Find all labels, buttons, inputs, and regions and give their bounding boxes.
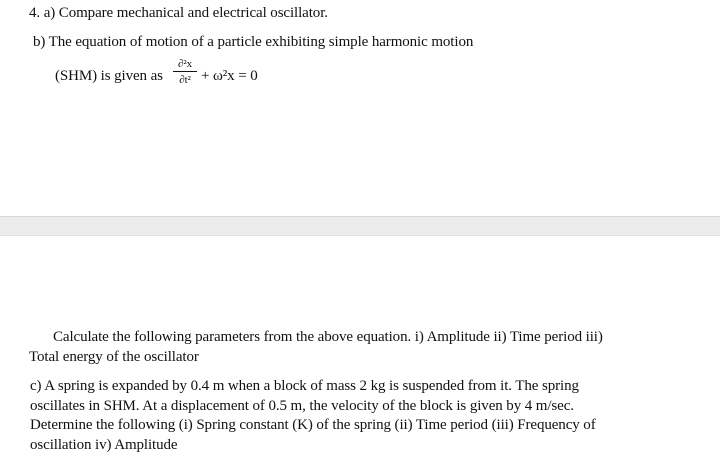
fraction-denominator: ∂t² — [179, 74, 191, 86]
calculate-parameters-line-1: Calculate the following parameters from the above equation. i) Amplitude ii) Time period iii) — [53, 329, 603, 345]
page-divider — [0, 216, 720, 236]
second-derivative-fraction — [172, 58, 198, 86]
fraction-bar — [173, 71, 197, 72]
shm-equation-rest: + ω²x = 0 — [201, 68, 258, 84]
fraction-numerator: ∂²x — [178, 58, 192, 70]
question-4a-text: 4. a) Compare mechanical and electrical oscillator. — [29, 5, 328, 21]
question-4c-line: oscillates in SHM. At a displacement of 0.5 m, the velocity of the block is given by 4 m/sec. — [30, 398, 574, 414]
calculate-parameters-line-2: Total energy of the oscillator — [29, 349, 199, 365]
question-4c-line: c) A spring is expanded by 0.4 m when a block of mass 2 kg is suspended from it. The spring — [30, 378, 579, 394]
question-4c-line: oscillation iv) Amplitude — [30, 437, 178, 453]
question-4c-line: Determine the following (i) Spring constant (K) of the spring (ii) Time period (iii) Frequency of — [30, 417, 596, 433]
shm-equation-prefix: (SHM) is given as — [55, 68, 163, 84]
question-4b-text: b) The equation of motion of a particle exhibiting simple harmonic motion — [33, 34, 474, 50]
